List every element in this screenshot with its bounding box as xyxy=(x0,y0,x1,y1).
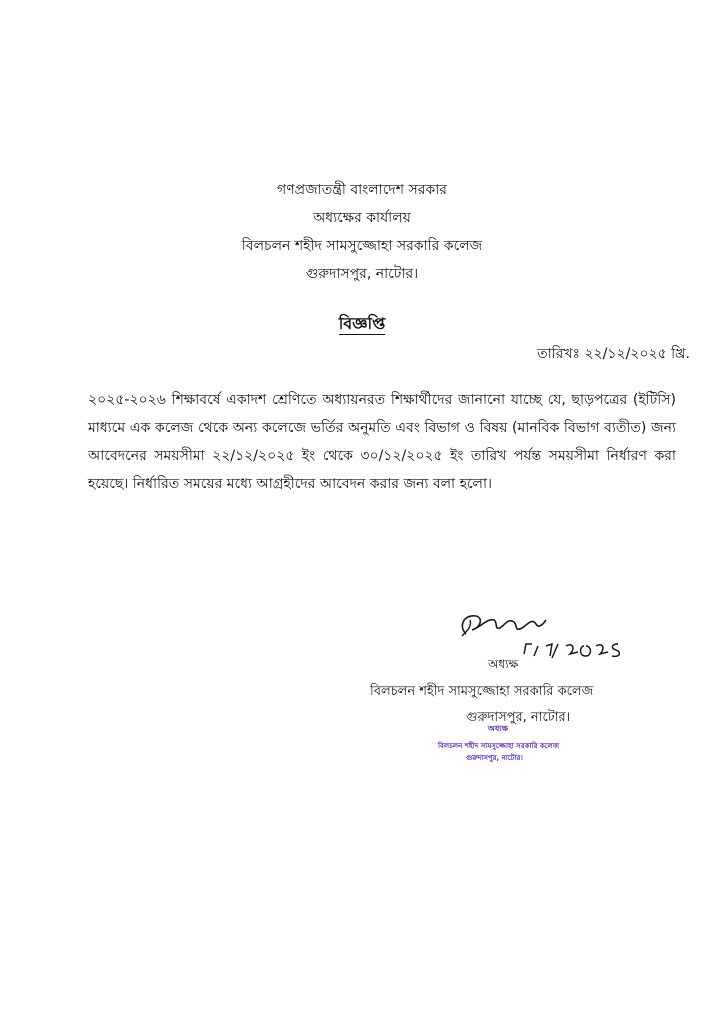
official-seal-stamp xyxy=(438,724,638,764)
notice-title-wrap xyxy=(0,312,724,336)
government-name: গণপ্রজাতন্ত্রী বাংলাদেশ সরকার xyxy=(277,182,447,198)
handwritten-signature xyxy=(454,596,654,670)
seal-role: অধ্যক্ষ xyxy=(487,724,509,733)
seal-college: বিলচলন শহীদ সামসুজ্জোহা সরকারি কলেজ xyxy=(438,742,560,750)
signatory-role: অধ্যক্ষ xyxy=(488,657,519,671)
office-name: অধ্যক্ষের কার্যালয় xyxy=(313,210,411,226)
college-name: বিলচলন শহীদ সামসুজ্জোহা সরকারি কলেজ xyxy=(241,238,483,254)
seal-address: গুরুদাসপুর, নাটোর। xyxy=(466,754,523,762)
notice-body: ২০২৫-২০২৬ শিক্ষাবর্ষে একাদশ শ্রেণিতে অধ্যায়নরত শিক্ষার্থীদের জানানো যাচ্ছে যে, ছাড়পত্রের (ইটিসি) মাধ্যমে এক কলেজ থেকে অন্য কলেজে ভর্তির অনুমতি এবং বিভাগ ও বিষয় (মানবিক বিভাগ ব্যতীত) জন্য আবেদনের সময়সীমা ২২/১২/২০২৫ ইং থেকে ৩০/১২/২০২৫ ইং তারিখ পর্যন্ত সময়সীমা নির্ধারণ করা হয়েছে। নির্ধারিত সময়ের মধ্যে আগ্রহীদের আবেদন করার জন্য বলা হলো। xyxy=(88,392,676,492)
college-address: গুরুদাসপুর, নাটোর। xyxy=(305,266,419,282)
signatory-address: গুরুদাসপুর, নাটোর। xyxy=(466,710,571,725)
notice-date: তারিখঃ ২২/১২/২০২৫ খ্রি. xyxy=(537,346,690,362)
letterhead xyxy=(0,176,724,288)
notice-title: বিজ্ঞপ্তি xyxy=(338,314,386,333)
signatory-college: বিলচলন শহীদ সামসুজ্জোহা সরকারি কলেজ xyxy=(370,684,594,699)
